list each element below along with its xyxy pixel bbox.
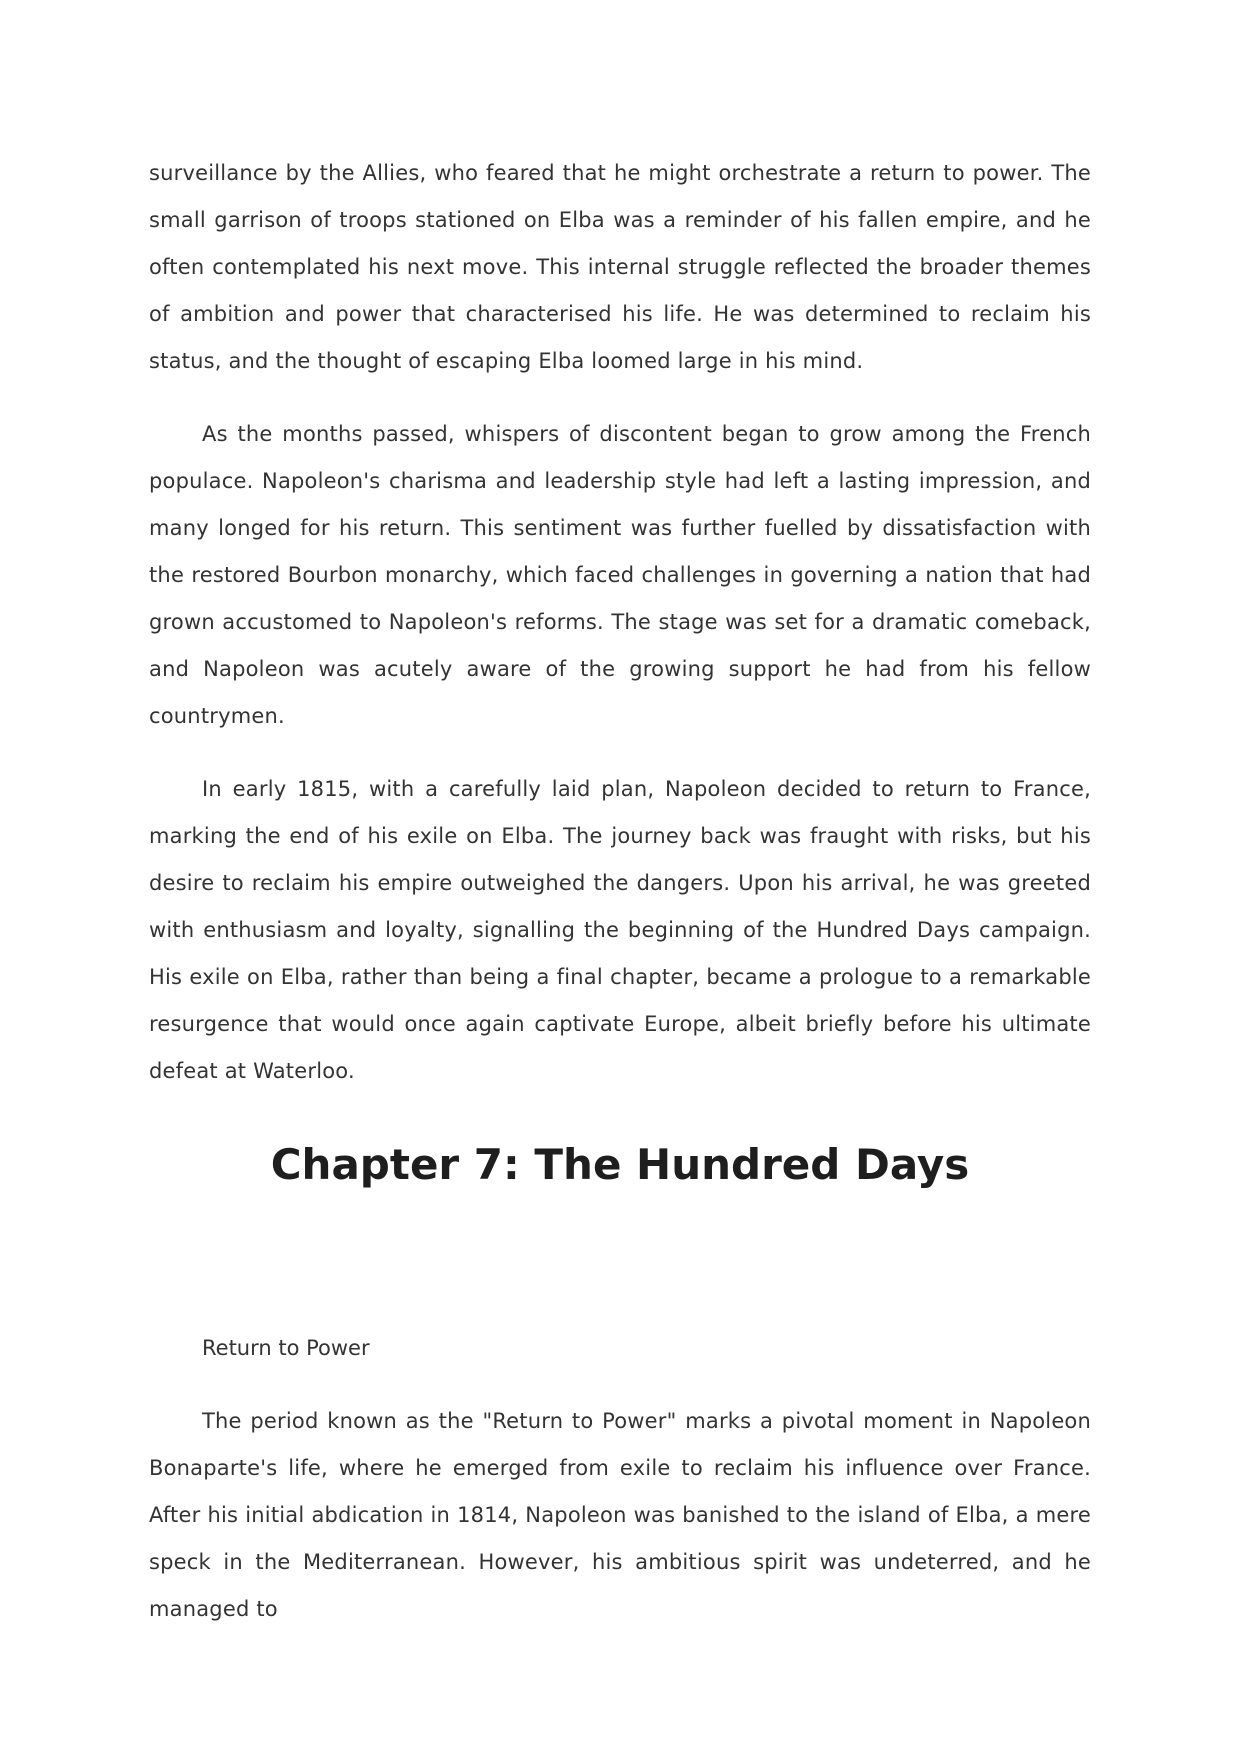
section-heading: Return to Power bbox=[202, 1336, 370, 1360]
paragraph-4: The period known as the "Return to Power" marks a pivotal moment in Napoleon Bonaparte's life, where he emerged from exile to reclaim his influence over France. After his initial abdication in 1814, Napoleon was banished to the island of Elba, a mere speck in the Mediterranean. However, his ambitious spirit was undeterred, and he managed to bbox=[149, 1409, 1091, 1621]
paragraph-1: surveillance by the Allies, who feared that he might orchestrate a return to power. The small garrison of troops stationed on Elba was a reminder of his fallen empire, and he often contemplated his next move. This internal struggle reflected the broader themes of ambition and power that characterised his life. He was determined to reclaim his status, and the thought of escaping Elba loomed large in his mind. bbox=[149, 161, 1091, 373]
chapter-title: Chapter 7: The Hundred Days bbox=[270, 1140, 970, 1189]
paragraph-3: In early 1815, with a carefully laid plan, Napoleon decided to return to France, marking the end of his exile on Elba. The journey back was fraught with risks, but his desire to reclaim his empire outweighed the dangers. Upon his arrival, he was greeted with enthusiasm and loyalty, signalling the beginning of the Hundred Days campaign. His exile on Elba, rather than being a final chapter, became a prologue to a remarkable resurgence that would once again captivate Europe, albeit briefly before his ultimate defeat at Waterloo. bbox=[149, 777, 1091, 1083]
document-page bbox=[149, 150, 1091, 1659]
paragraph-2: As the months passed, whispers of discontent began to grow among the French populace. Napoleon's charisma and leadership style had left a lasting impression, and many longed for his return. This sentiment was further fuelled by dissatisfaction with the restored Bourbon monarchy, which faced challenges in governing a nation that had grown accustomed to Napoleon's reforms. The stage was set for a dramatic comeback, and Napoleon was acutely aware of the growing support he had from his fellow countrymen. bbox=[149, 422, 1091, 728]
